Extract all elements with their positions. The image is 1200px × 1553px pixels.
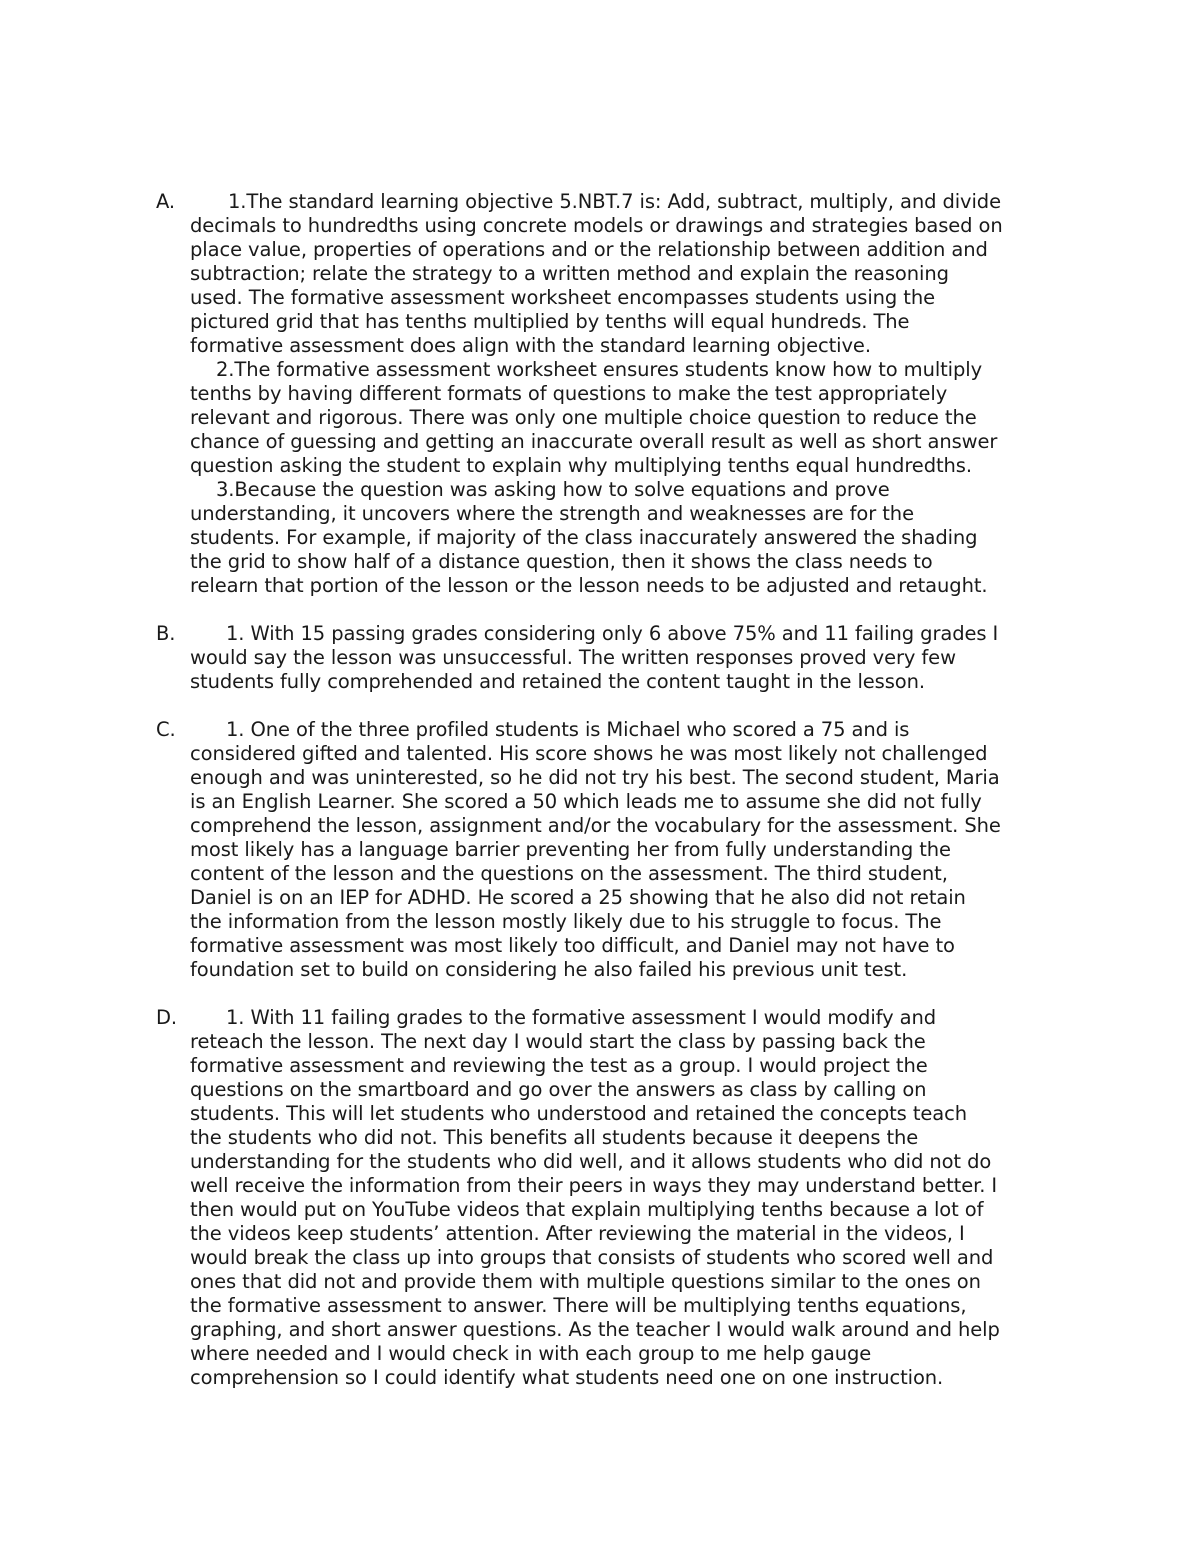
paragraph-line: chance of guessing and getting an inaccurate overall result as well as short answer — [190, 430, 998, 453]
paragraph-line: place value, properties of operations and or the relationship between addition and — [190, 238, 988, 261]
paragraph-line: the students who did not. This benefits all students because it deepens the — [190, 1126, 919, 1149]
paragraph-line: Daniel is on an IEP for ADHD. He scored a 25 showing that he also did not retain — [190, 886, 966, 909]
paragraph-line: students. For example, if majority of the class inaccurately answered the shading — [190, 526, 978, 549]
paragraph-line: tenths by having different formats of questions to make the test appropriately — [190, 382, 948, 405]
paragraph-line: content of the lesson and the questions on the assessment. The third student, — [190, 862, 948, 885]
paragraph-line: reteach the lesson. The next day I would start the class by passing back the — [190, 1030, 926, 1053]
paragraph-line: 3.Because the question was asking how to solve equations and prove — [216, 478, 890, 501]
paragraph-line: used. The formative assessment worksheet encompasses students using the — [190, 286, 935, 309]
paragraph-line: well receive the information from their peers in ways they may understand better. I — [190, 1174, 998, 1197]
paragraph-line: students. This will let students who understood and retained the concepts teach — [190, 1102, 967, 1125]
paragraph-line: enough and was uninterested, so he did not try his best. The second student, Maria — [190, 766, 1000, 789]
paragraph-line: understanding for the students who did well, and it allows students who did not do — [190, 1150, 992, 1173]
paragraph-line: formative assessment was most likely too difficult, and Daniel may not have to — [190, 934, 955, 957]
paragraph-line: relearn that portion of the lesson or the lesson needs to be adjusted and retaught. — [190, 574, 988, 597]
section-letter: A. — [156, 190, 175, 213]
paragraph-line: graphing, and short answer questions. As the teacher I would walk around and help — [190, 1318, 1000, 1341]
paragraph-line: would break the class up into groups that consists of students who scored well and — [190, 1246, 994, 1269]
paragraph-line: questions on the smartboard and go over the answers as class by calling on — [190, 1078, 927, 1101]
paragraph-line: formative assessment does align with the standard learning objective. — [190, 334, 871, 357]
paragraph-line: most likely has a language barrier preventing her from fully understanding the — [190, 838, 951, 861]
paragraph-line: subtraction; relate the strategy to a written method and explain the reasoning — [190, 262, 949, 285]
paragraph-line: the information from the lesson mostly likely due to his struggle to focus. The — [190, 910, 942, 933]
paragraph-line: 1.The standard learning objective 5.NBT.7 is: Add, subtract, multiply, and divide — [228, 190, 1001, 213]
paragraph-line: understanding, it uncovers where the strength and weaknesses are for the — [190, 502, 914, 525]
paragraph-line: ones that did not and provide them with multiple questions similar to the ones on — [190, 1270, 981, 1293]
section-a — [156, 190, 1076, 600]
section-letter: C. — [156, 718, 176, 741]
paragraph-line: question asking the student to explain why multiplying tenths equal hundredths. — [190, 454, 972, 477]
paragraph-line: then would put on YouTube videos that explain multiplying tenths because a lot of — [190, 1198, 984, 1221]
section-b — [156, 622, 1076, 694]
paragraph-line: the formative assessment to answer. There will be multiplying tenths equations, — [190, 1294, 967, 1317]
section-letter: D. — [156, 1006, 178, 1029]
paragraph-line: decimals to hundredths using concrete models or drawings and strategies based on — [190, 214, 1003, 237]
paragraph-line: 1. With 11 failing grades to the formative assessment I would modify and — [226, 1006, 936, 1029]
paragraph-line: students fully comprehended and retained the content taught in the lesson. — [190, 670, 925, 693]
paragraph-line: would say the lesson was unsuccessful. The written responses proved very few — [190, 646, 956, 669]
paragraph-line: formative assessment and reviewing the test as a group. I would project the — [190, 1054, 928, 1077]
paragraph-line: the videos keep students’ attention. After reviewing the material in the videos, I — [190, 1222, 965, 1245]
paragraph-line: considered gifted and talented. His score shows he was most likely not challenged — [190, 742, 988, 765]
paragraph-line: where needed and I would check in with each group to me help gauge — [190, 1342, 872, 1365]
paragraph-line: the grid to show half of a distance question, then it shows the class needs to — [190, 550, 933, 573]
paragraph-line: is an English Learner. She scored a 50 which leads me to assume she did not fully — [190, 790, 982, 813]
paragraph-line: pictured grid that has tenths multiplied by tenths will equal hundreds. The — [190, 310, 910, 333]
paragraph-line: 1. With 15 passing grades considering only 6 above 75% and 11 failing grades I — [226, 622, 999, 645]
paragraph-line: relevant and rigorous. There was only one multiple choice question to reduce the — [190, 406, 977, 429]
section-c — [156, 718, 1076, 982]
paragraph-line: foundation set to build on considering he also failed his previous unit test. — [190, 958, 908, 981]
section-letter: B. — [156, 622, 176, 645]
paragraph-line: 2.The formative assessment worksheet ensures students know how to multiply — [216, 358, 983, 381]
section-d — [156, 1006, 1076, 1390]
paragraph-line: comprehension so I could identify what students need one on one instruction. — [190, 1366, 944, 1389]
paragraph-line: comprehend the lesson, assignment and/or the vocabulary for the assessment. She — [190, 814, 1001, 837]
paragraph-line: 1. One of the three profiled students is Michael who scored a 75 and is — [226, 718, 910, 741]
